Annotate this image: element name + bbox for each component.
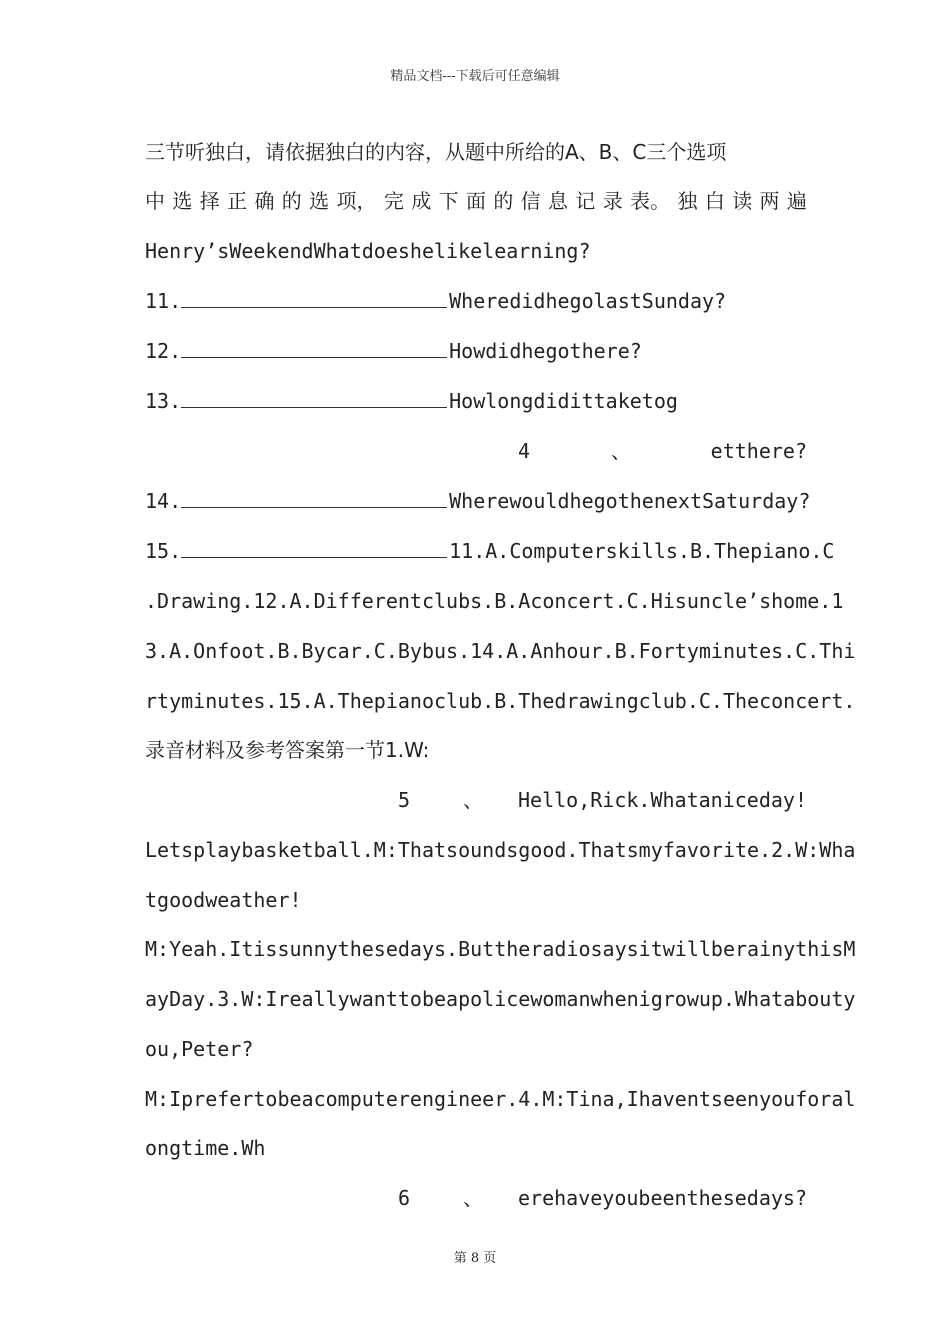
line-token: 完 xyxy=(383,189,404,213)
paragraph-line: Letsplaybasketball.M:Thatsoundsgood.Thatsmyfavorite.2.W:Wha xyxy=(145,838,856,862)
answer-blank[interactable] xyxy=(181,337,447,358)
marker-separator: 、 xyxy=(611,439,631,463)
question-number: 12. xyxy=(145,339,182,363)
answer-blank[interactable] xyxy=(181,537,447,558)
line-token: 面 xyxy=(465,189,486,213)
marker-text: erehaveyoubeenthesedays? xyxy=(518,1186,807,1210)
line-token: 表。 xyxy=(630,189,671,213)
question-number: 11. xyxy=(145,289,182,313)
question-text: WheredidhegolastSunday? xyxy=(449,289,727,313)
paragraph-line: 录音材料及参考答案第一节1.W: xyxy=(145,738,430,762)
paragraph-line: tgoodweather! xyxy=(145,888,302,912)
question-text: 11.A.Computerskills.B.Thepiano.C xyxy=(449,539,835,563)
marker-separator: 、 xyxy=(463,1186,483,1210)
marker-number: 6 xyxy=(398,1186,411,1210)
line-token: 的 xyxy=(281,189,302,213)
answer-blank[interactable] xyxy=(181,487,447,508)
question-13 xyxy=(145,386,807,416)
line-token: 录 xyxy=(602,189,623,213)
line-token: 项， xyxy=(336,189,377,213)
line-token: 读 xyxy=(732,189,753,213)
page-header: 精品文档---下载后可任意编辑 xyxy=(390,69,560,84)
marker-number: 5 xyxy=(398,788,411,812)
line-token: 中 xyxy=(145,189,165,213)
question-11 xyxy=(145,286,807,316)
line-token: 的 xyxy=(493,189,514,213)
paragraph-line: rtyminutes.15.A.Thepianoclub.B.Thedrawingclub.C.Theconcert. xyxy=(145,689,856,713)
answer-blank[interactable] xyxy=(181,287,447,308)
page-marker-4 xyxy=(145,436,807,466)
paragraph-line: ou,Peter? xyxy=(145,1037,254,1061)
paragraph-line: ayDay.3.W:Ireallywanttobeapolicewomanwhenigrowup.Whatabouty xyxy=(145,987,856,1011)
paragraph-line: ongtime.Wh xyxy=(145,1136,266,1160)
marker-number: 4 xyxy=(518,439,531,463)
marker-text: Hello,Rick.Whataniceday! xyxy=(518,788,807,812)
question-text: Howlongdidittaketog xyxy=(449,389,678,413)
answer-blank[interactable] xyxy=(181,387,447,408)
question-14 xyxy=(145,486,811,516)
line-token: 信 xyxy=(520,189,541,213)
question-text: WherewouldhegothenextSaturday? xyxy=(449,489,811,513)
line-token: 息 xyxy=(548,189,569,213)
paragraph-line: M:Yeah.Itissunnythesedays.ButtheradiosaysitwillberainythisM xyxy=(145,937,856,961)
line-token: 白 xyxy=(704,189,725,213)
paragraph-line xyxy=(145,186,807,216)
question-text: Howdidhegothere? xyxy=(449,339,642,363)
line-token: 确 xyxy=(254,189,275,213)
page-footer: 第 8 页 xyxy=(453,1251,497,1266)
page-marker-5 xyxy=(145,785,807,815)
line-token: 选 xyxy=(172,189,193,213)
paragraph-line: .Drawing.12.A.Differentclubs.B.Aconcert.C.Hisuncle’shome.1 xyxy=(145,589,844,613)
paragraph-line: 3.A.Onfoot.B.Bycar.C.Bybus.14.A.Anhour.B.Fortyminutes.C.Thi xyxy=(145,639,856,663)
paragraph-line: 三节听独白，请依据独白的内容，从题中所给的A、B、C三个选项 xyxy=(145,140,727,164)
question-number: 15. xyxy=(145,539,182,563)
line-token: 正 xyxy=(227,189,248,213)
paragraph-line: Henry’sWeekendWhatdoeshelikelearning? xyxy=(145,239,591,263)
line-token: 独 xyxy=(677,189,698,213)
marker-text: etthere? xyxy=(710,439,807,463)
question-12 xyxy=(145,336,807,366)
line-token: 下 xyxy=(438,189,459,213)
question-number: 13. xyxy=(145,389,182,413)
line-token: 记 xyxy=(575,189,596,213)
line-token: 成 xyxy=(411,189,432,213)
page-marker-6 xyxy=(145,1183,807,1213)
question-number: 14. xyxy=(145,489,182,513)
paragraph-line: M:Iprefertobeacomputerengineer.4.M:Tina,Ihaventseenyouforal xyxy=(145,1087,856,1111)
marker-separator: 、 xyxy=(463,788,483,812)
line-token: 选 xyxy=(309,189,330,213)
line-token: 择 xyxy=(199,189,220,213)
line-token: 遍 xyxy=(786,189,807,213)
question-15 xyxy=(145,536,835,566)
line-token: 两 xyxy=(759,189,780,213)
